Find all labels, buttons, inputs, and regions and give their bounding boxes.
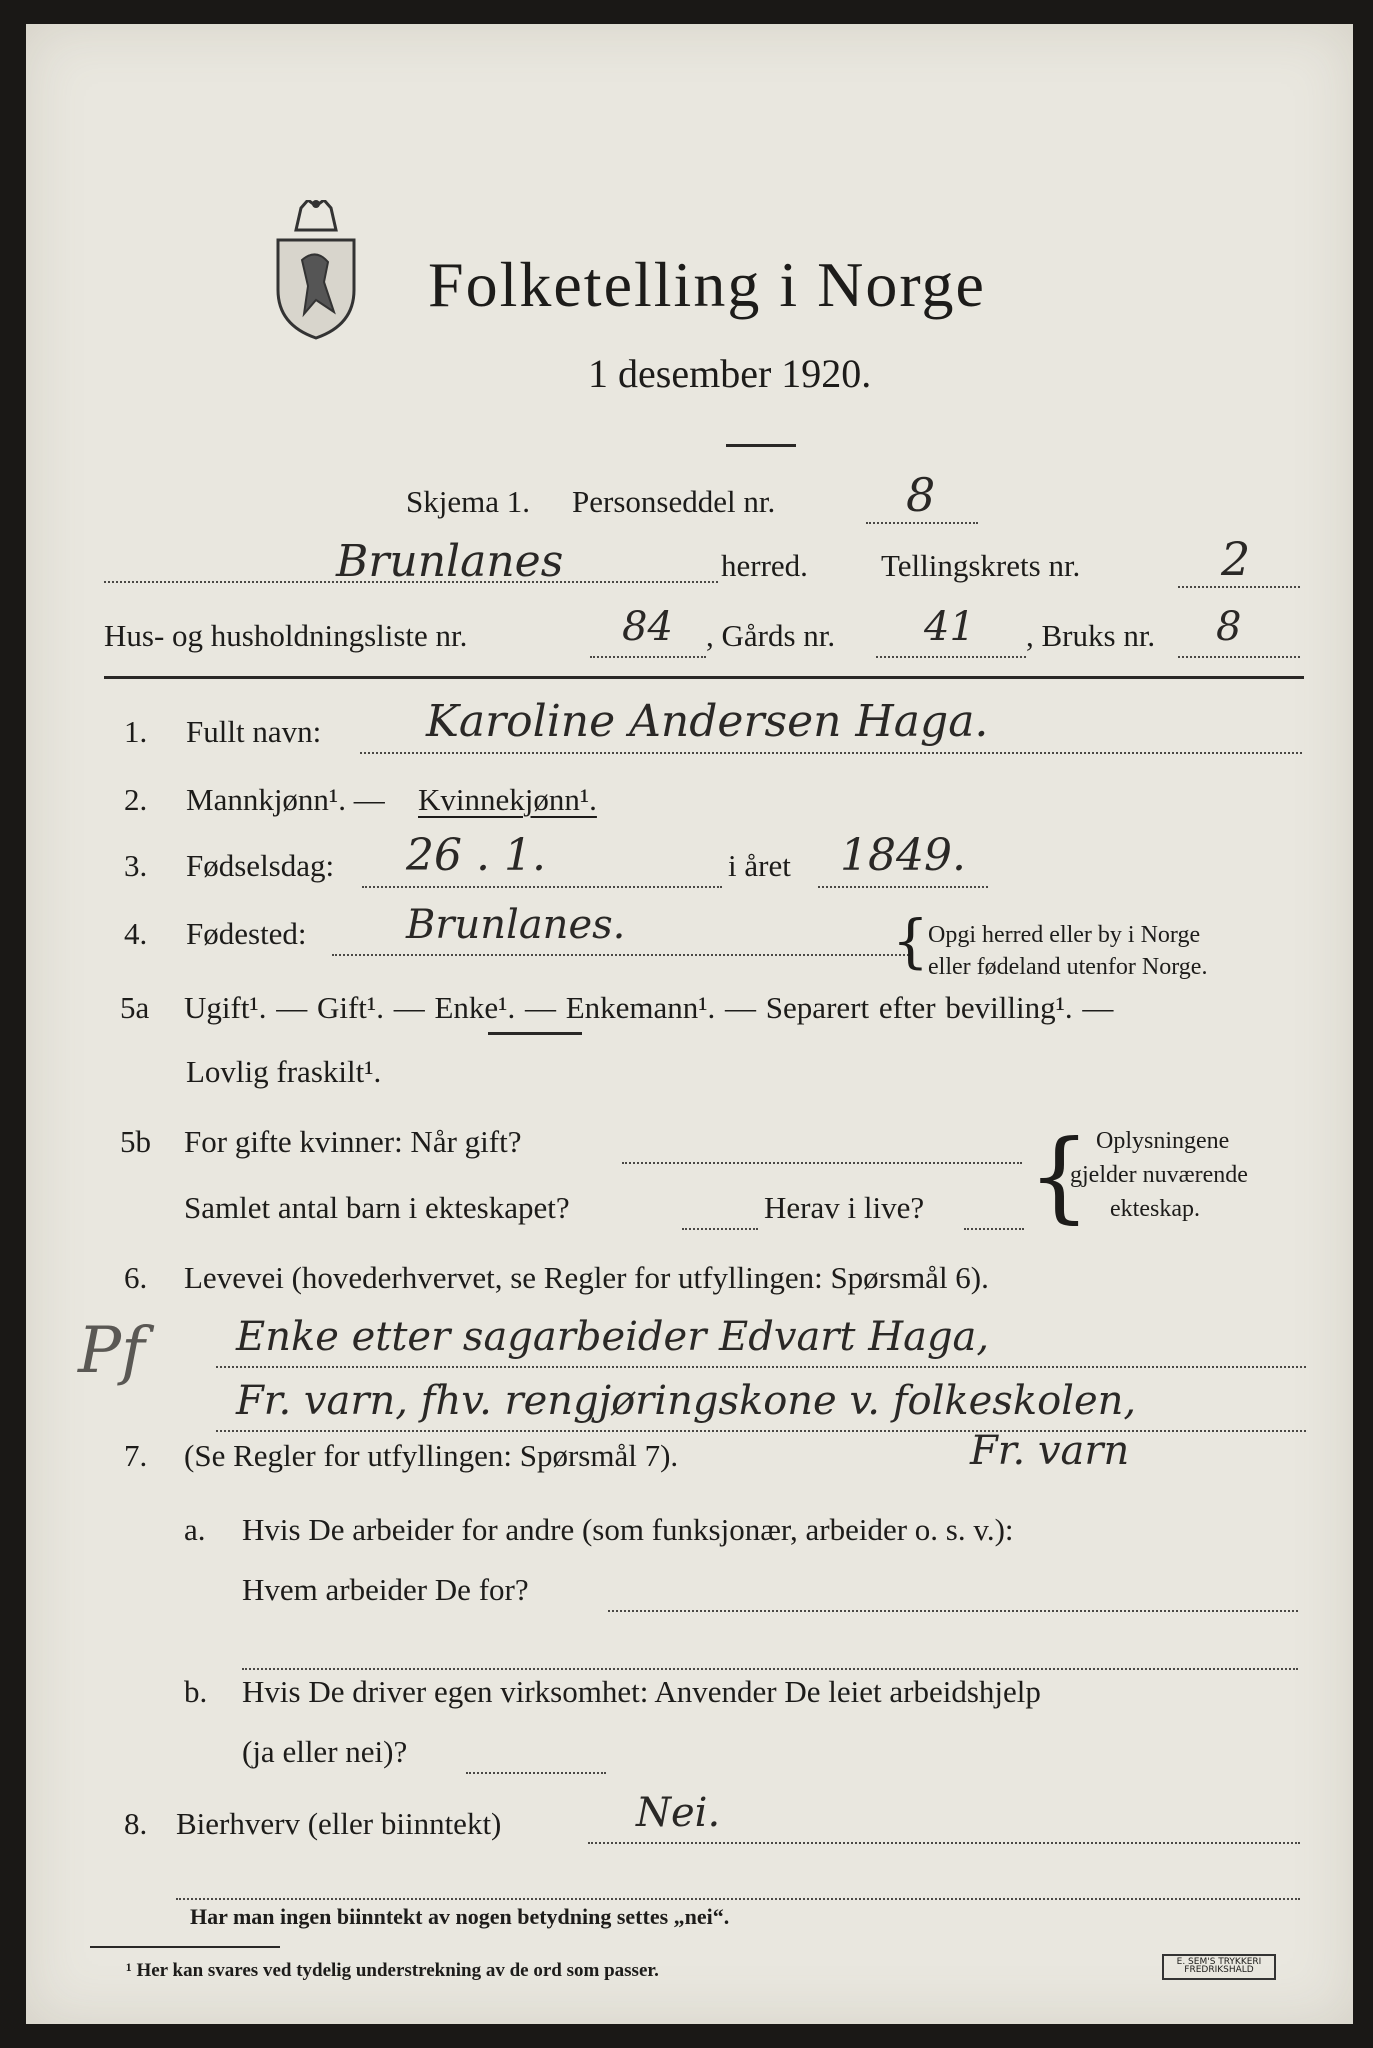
q5b-brace: {: [1028, 1120, 1091, 1234]
q5b-number: 5b: [120, 1124, 151, 1159]
q8-label: Bierhverv (eller biinntekt): [176, 1806, 502, 1841]
q5a-number: 5a: [120, 990, 150, 1025]
q5b-married-line: [622, 1162, 1022, 1164]
q7a-line-2: [242, 1668, 1298, 1670]
census-form-page: [26, 24, 1353, 2024]
q6-line-2: [216, 1430, 1306, 1432]
form-title: Folketelling i Norge: [428, 249, 986, 320]
bruks-label: , Bruks nr.: [1026, 618, 1156, 653]
hus-label: Hus- og husholdningsliste nr.: [104, 618, 468, 653]
birthplace-value[interactable]: Brunlanes.: [406, 902, 626, 948]
lovlig-fraskilt-option[interactable]: Lovlig fraskilt¹.: [186, 1054, 382, 1089]
q4-label: Fødested:: [186, 916, 307, 951]
bruks-value[interactable]: 8: [1216, 604, 1242, 650]
q1-label: Fullt navn:: [186, 714, 322, 749]
q4-number: 4.: [124, 916, 148, 951]
q3-number: 3.: [124, 848, 148, 883]
bruks-line: [1178, 656, 1300, 658]
gards-value[interactable]: 41: [924, 604, 975, 650]
gards-label: , Gårds nr.: [706, 618, 836, 653]
q1-line: [360, 752, 1302, 754]
q5b-label-2: Samlet antal barn i ekteskapet?: [184, 1190, 570, 1225]
q6-label: Levevei (hovederhvervet, se Regler for utfyllingen: Spørsmål 6).: [184, 1260, 989, 1295]
q7b-label: (ja eller nei)?: [242, 1734, 408, 1769]
q7b-line: [466, 1772, 606, 1774]
birthdate-value[interactable]: 26 . 1.: [406, 830, 546, 881]
q7a-number: a.: [184, 1512, 206, 1547]
q4-note-2: eller fødeland utenfor Norge.: [928, 954, 1208, 980]
tellingskrets-value[interactable]: 2: [1221, 532, 1251, 586]
hus-value[interactable]: 84: [622, 604, 673, 650]
tellingskrets-line: [1178, 586, 1300, 588]
q8-line-2: [176, 1898, 1300, 1900]
footnote-divider: [90, 1946, 280, 1948]
q2-number: 2.: [124, 782, 148, 817]
footnote: ¹ Her kan svares ved tydelig understrekning av de ord som passer.: [126, 1960, 659, 1981]
civil-status-options[interactable]: Ugift¹. — Gift¹. — Enke¹. — Enkemann¹. — Separert efter bevilling¹. —: [184, 990, 1114, 1025]
q7b-number: b.: [184, 1674, 208, 1709]
q7a-line-1: [608, 1610, 1298, 1612]
enke-underline: [488, 1032, 582, 1035]
tellingskrets-label: Tellingskrets nr.: [881, 548, 1081, 583]
occupation-value-1[interactable]: Enke etter sagarbeider Edvart Haga,: [236, 1314, 990, 1360]
personseddel-label: Personseddel nr.: [572, 484, 776, 519]
kvinnekjonn-option[interactable]: Kvinnekjønn¹.: [418, 782, 597, 817]
q5b-note-1: Oplysningene: [1096, 1128, 1230, 1154]
q6-margin-note: Pf: [78, 1314, 145, 1388]
coat-of-arms-icon: [266, 200, 366, 340]
q4-brace: {: [892, 907, 929, 975]
q8-line-1: [588, 1842, 1300, 1844]
full-name-value[interactable]: Karoline Andersen Haga.: [426, 696, 989, 747]
hus-line: [590, 656, 706, 658]
q7b-text: Hvis De driver egen virksomhet: Anvender De leiet arbeidshjelp: [242, 1674, 1041, 1709]
title-divider: [726, 444, 796, 447]
skjema-label: Skjema 1.: [406, 484, 530, 519]
side-income-value[interactable]: Nei.: [636, 1790, 721, 1836]
q3-label: Fødselsdag:: [186, 848, 335, 883]
birth-year-value[interactable]: 1849.: [840, 830, 966, 881]
mannkjonn-option[interactable]: Mannkjønn¹. —: [186, 782, 385, 817]
q3-line: [362, 886, 722, 888]
q3-year-line: [818, 886, 988, 888]
q7a-label: Hvem arbeider De for?: [242, 1572, 529, 1607]
gards-line: [876, 656, 1026, 658]
herred-label: herred.: [721, 548, 808, 583]
q7a-text: Hvis De arbeider for andre (som funksjonær, arbeider o. s. v.):: [242, 1512, 1014, 1547]
q7-number: 7.: [124, 1438, 148, 1473]
header-divider: [104, 676, 1304, 679]
q6-line-1: [216, 1366, 1306, 1368]
q5b-alive-line: [964, 1228, 1024, 1230]
q5b-label-3: Herav i live?: [764, 1190, 925, 1225]
q6-number: 6.: [124, 1260, 148, 1295]
q7-value[interactable]: Fr. varn: [970, 1428, 1130, 1474]
q1-number: 1.: [124, 714, 148, 749]
herred-value[interactable]: Brunlanes: [336, 536, 564, 587]
printer-stamp: E. SEM'S TRYKKERI FREDRIKSHALD: [1162, 1954, 1276, 1980]
occupation-value-2[interactable]: Fr. varn, fhv. rengjøringskone v. folkeskolen,: [236, 1378, 1137, 1424]
q4-note-1: Opgi herred eller by i Norge: [928, 922, 1201, 948]
personseddel-value[interactable]: 8: [906, 468, 936, 522]
q8-number: 8.: [124, 1806, 148, 1841]
footer-note: Har man ingen biinntekt av nogen betydning settes „nei“.: [190, 1904, 730, 1929]
q4-line: [332, 954, 912, 956]
q5b-note-2: gjelder nuværende: [1070, 1162, 1248, 1188]
q5b-note-3: ekteskap.: [1110, 1196, 1200, 1222]
personseddel-line: [866, 522, 978, 524]
q5b-label-1: For gifte kvinner: Når gift?: [184, 1124, 522, 1159]
q7-label: (Se Regler for utfyllingen: Spørsmål 7).: [184, 1438, 679, 1473]
q5b-children-line: [682, 1228, 758, 1230]
q3-year-label: i året: [728, 848, 791, 883]
census-date: 1 desember 1920.: [588, 351, 872, 396]
